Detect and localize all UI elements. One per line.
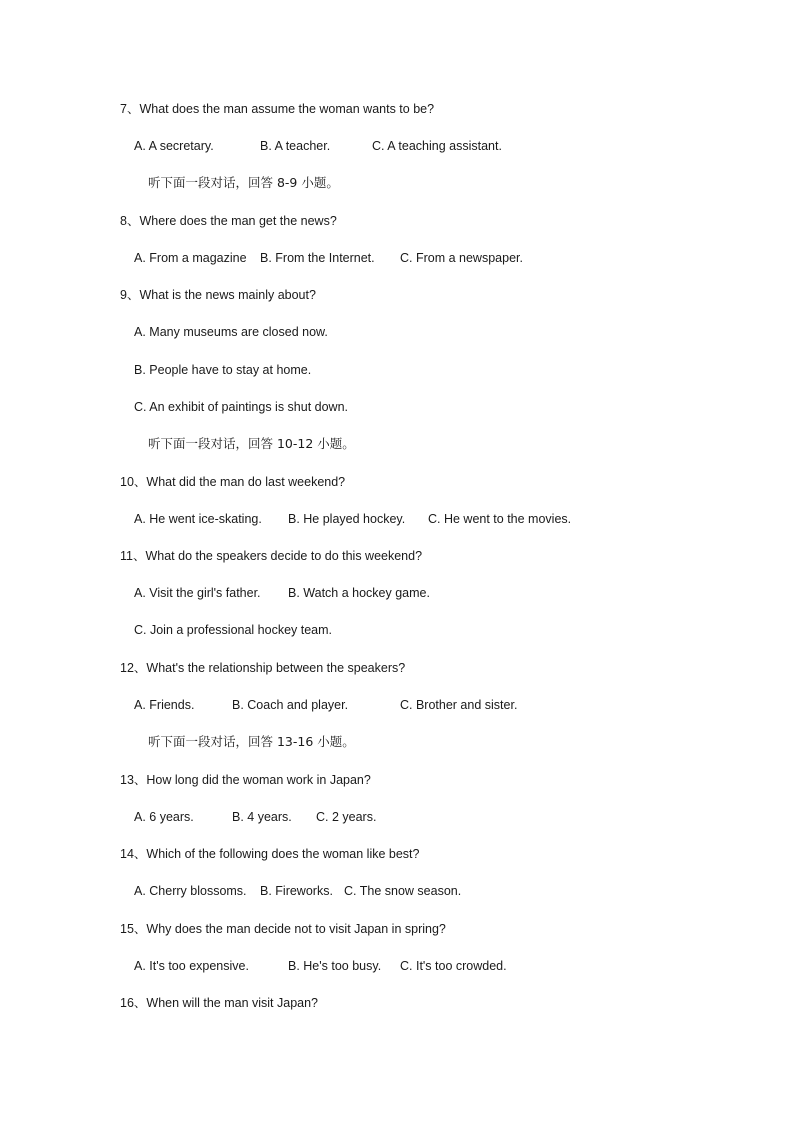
option-a: A. Cherry blossoms. bbox=[134, 884, 247, 898]
option-b: B. From the Internet. bbox=[260, 251, 375, 265]
option-c: C. It's too crowded. bbox=[400, 959, 507, 973]
option-b: B. Watch a hockey game. bbox=[288, 586, 430, 600]
question-12: 12、What's the relationship between the speakers? bbox=[120, 661, 406, 675]
option-a: A. He went ice-skating. bbox=[134, 512, 262, 526]
option-a: A. Many museums are closed now. bbox=[134, 325, 328, 339]
option-a: A. Friends. bbox=[134, 698, 195, 712]
option-a: A. It's too expensive. bbox=[134, 959, 249, 973]
option-b: B. 4 years. bbox=[232, 810, 292, 824]
option-c: C. Join a professional hockey team. bbox=[134, 623, 333, 637]
option-b: B. Coach and player. bbox=[232, 698, 349, 712]
option-c: C. An exhibit of paintings is shut down. bbox=[134, 400, 349, 414]
option-b: B. Fireworks. bbox=[260, 884, 333, 898]
question-14: 14、Which of the following does the woman like best? bbox=[120, 847, 420, 861]
option-b: B. He's too busy. bbox=[288, 959, 382, 973]
question-9: 9、What is the news mainly about? bbox=[120, 288, 316, 302]
option-a: A. Visit the girl's father. bbox=[134, 586, 261, 600]
question-11: 11、What do the speakers decide to do this weekend? bbox=[120, 549, 423, 563]
option-c: C. 2 years. bbox=[316, 810, 377, 824]
option-b: B. He played hockey. bbox=[288, 512, 406, 526]
section-heading-10-12: 听下面一段对话，回答 10-12 小题。 bbox=[148, 436, 355, 451]
question-16: 16、When will the man visit Japan? bbox=[120, 996, 319, 1010]
option-c: C. The snow season. bbox=[344, 884, 462, 898]
option-c: C. He went to the movies. bbox=[428, 512, 572, 526]
option-b: B. A teacher. bbox=[260, 139, 331, 153]
section-heading-8-9: 听下面一段对话，回答 8-9 小题。 bbox=[148, 175, 339, 190]
option-b: B. People have to stay at home. bbox=[134, 363, 312, 377]
question-13: 13、How long did the woman work in Japan? bbox=[120, 773, 371, 787]
question-7: 7、What does the man assume the woman wants to be? bbox=[120, 102, 435, 116]
question-10: 10、What did the man do last weekend? bbox=[120, 475, 346, 489]
section-heading-13-16: 听下面一段对话，回答 13-16 小题。 bbox=[148, 734, 355, 749]
option-c: C. From a newspaper. bbox=[400, 251, 523, 265]
option-a: A. A secretary. bbox=[134, 139, 214, 153]
option-c: C. Brother and sister. bbox=[400, 698, 518, 712]
option-a: A. From a magazine bbox=[134, 251, 247, 265]
question-8: 8、Where does the man get the news? bbox=[120, 214, 337, 228]
option-a: A. 6 years. bbox=[134, 810, 194, 824]
question-15: 15、Why does the man decide not to visit Japan in spring? bbox=[120, 922, 446, 936]
option-c: C. A teaching assistant. bbox=[372, 139, 502, 153]
